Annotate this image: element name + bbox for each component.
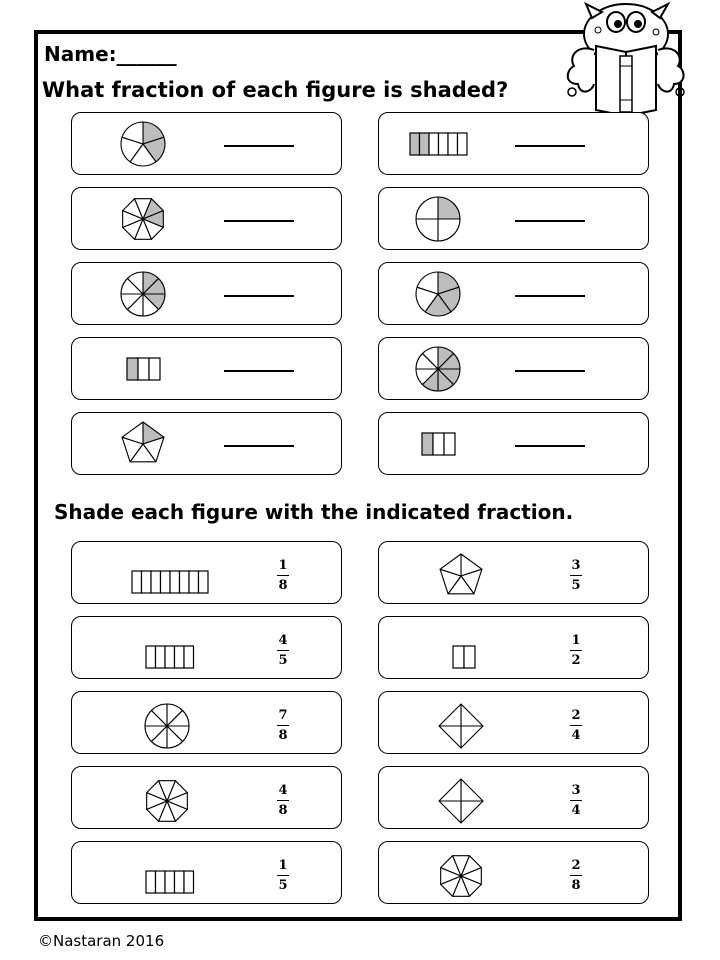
- fraction-numerator: 3: [571, 558, 581, 573]
- target-fraction: [275, 783, 291, 818]
- fraction-numerator: 4: [278, 633, 288, 648]
- rect-figure: [126, 357, 161, 385]
- shade-figure-card: [71, 691, 342, 754]
- shade-figure-card: [378, 616, 649, 679]
- pentagon-figure: [118, 419, 168, 473]
- fraction-bar: [277, 800, 289, 801]
- fraction-denominator: 5: [278, 653, 288, 668]
- fraction-numerator: 4: [278, 783, 288, 798]
- shaded-figure-card: [378, 262, 649, 325]
- answer-line[interactable]: [224, 295, 294, 297]
- fraction-numerator: 1: [571, 633, 581, 648]
- fraction-denominator: 4: [571, 728, 581, 743]
- fraction-numerator: 7: [278, 708, 288, 723]
- answer-line[interactable]: [224, 370, 294, 372]
- answer-line[interactable]: [224, 445, 294, 447]
- fraction-denominator: 5: [278, 878, 288, 893]
- name-label-text: Name:: [44, 42, 117, 66]
- circle-figure-to-shade[interactable]: [142, 701, 192, 755]
- answer-line[interactable]: [515, 295, 585, 297]
- fraction-bar: [570, 725, 582, 726]
- fraction-bar: [570, 650, 582, 651]
- rect-figure: [421, 432, 456, 460]
- target-fraction: [275, 708, 291, 743]
- answer-line[interactable]: [515, 220, 585, 222]
- rect-figure-to-shade[interactable]: [131, 570, 209, 598]
- octagon-figure-to-shade[interactable]: [436, 851, 486, 905]
- fraction-denominator: 8: [571, 878, 581, 893]
- octagon-figure: [118, 194, 168, 248]
- rect-figure-to-shade[interactable]: [145, 870, 195, 898]
- target-fraction: [568, 558, 584, 593]
- shade-figure-card: [71, 766, 342, 829]
- rect-figure: [409, 132, 468, 160]
- fraction-numerator: 3: [571, 783, 581, 798]
- shaded-figure-card: [71, 187, 342, 250]
- answer-line[interactable]: [224, 220, 294, 222]
- shaded-figure-card: [71, 112, 342, 175]
- answer-line[interactable]: [224, 145, 294, 147]
- circle-figure: [118, 269, 168, 323]
- fraction-denominator: 5: [571, 578, 581, 593]
- answer-line[interactable]: [515, 145, 585, 147]
- shaded-figure-card: [378, 187, 649, 250]
- fraction-denominator: 4: [571, 803, 581, 818]
- target-fraction: [275, 558, 291, 593]
- target-fraction: [275, 858, 291, 893]
- answer-line[interactable]: [515, 445, 585, 447]
- fraction-denominator: 8: [278, 803, 288, 818]
- monster-reading-book-illustration: [558, 0, 688, 118]
- shaded-figure-card: [71, 337, 342, 400]
- octagon-figure-to-shade[interactable]: [142, 776, 192, 830]
- section2-title: Shade each figure with the indicated fraction.: [54, 500, 574, 524]
- rect-figure-to-shade[interactable]: [145, 645, 195, 673]
- fraction-numerator: 1: [278, 558, 288, 573]
- fraction-bar: [277, 725, 289, 726]
- fraction-numerator: 1: [278, 858, 288, 873]
- circle-figure: [118, 119, 168, 173]
- shade-figure-card: [378, 841, 649, 904]
- fraction-bar: [570, 575, 582, 576]
- target-fraction: [568, 633, 584, 668]
- target-fraction: [568, 858, 584, 893]
- circle-figure: [413, 344, 463, 398]
- fraction-bar: [277, 575, 289, 576]
- copyright: ©Nastaran 2016: [38, 932, 165, 950]
- shaded-figure-card: [378, 337, 649, 400]
- fraction-bar: [277, 875, 289, 876]
- shade-figure-card: [378, 541, 649, 604]
- fraction-numerator: 2: [571, 708, 581, 723]
- target-fraction: [568, 708, 584, 743]
- shaded-figure-card: [378, 112, 649, 175]
- target-fraction: [275, 633, 291, 668]
- pentagon-figure-to-shade[interactable]: [436, 551, 486, 605]
- diamond-figure-to-shade[interactable]: [436, 701, 486, 755]
- shade-figure-card: [378, 766, 649, 829]
- shaded-figure-card: [71, 262, 342, 325]
- fraction-bar: [570, 875, 582, 876]
- shade-figure-card: [71, 541, 342, 604]
- section1-title: What fraction of each figure is shaded?: [42, 78, 509, 102]
- fraction-denominator: 8: [278, 578, 288, 593]
- shade-figure-card: [378, 691, 649, 754]
- fraction-denominator: 8: [278, 728, 288, 743]
- rect-figure-to-shade[interactable]: [452, 645, 476, 673]
- name-blank[interactable]: ______: [116, 42, 177, 66]
- shade-figure-card: [71, 616, 342, 679]
- fraction-bar: [570, 800, 582, 801]
- fraction-numerator: 2: [571, 858, 581, 873]
- fraction-denominator: 2: [571, 653, 581, 668]
- circle-figure: [413, 269, 463, 323]
- shaded-figure-card: [378, 412, 649, 475]
- name-label: [44, 42, 177, 66]
- circle-figure: [413, 194, 463, 248]
- diamond-figure-to-shade[interactable]: [436, 776, 486, 830]
- shaded-figure-card: [71, 412, 342, 475]
- shade-figure-card: [71, 841, 342, 904]
- target-fraction: [568, 783, 584, 818]
- fraction-bar: [277, 650, 289, 651]
- answer-line[interactable]: [515, 370, 585, 372]
